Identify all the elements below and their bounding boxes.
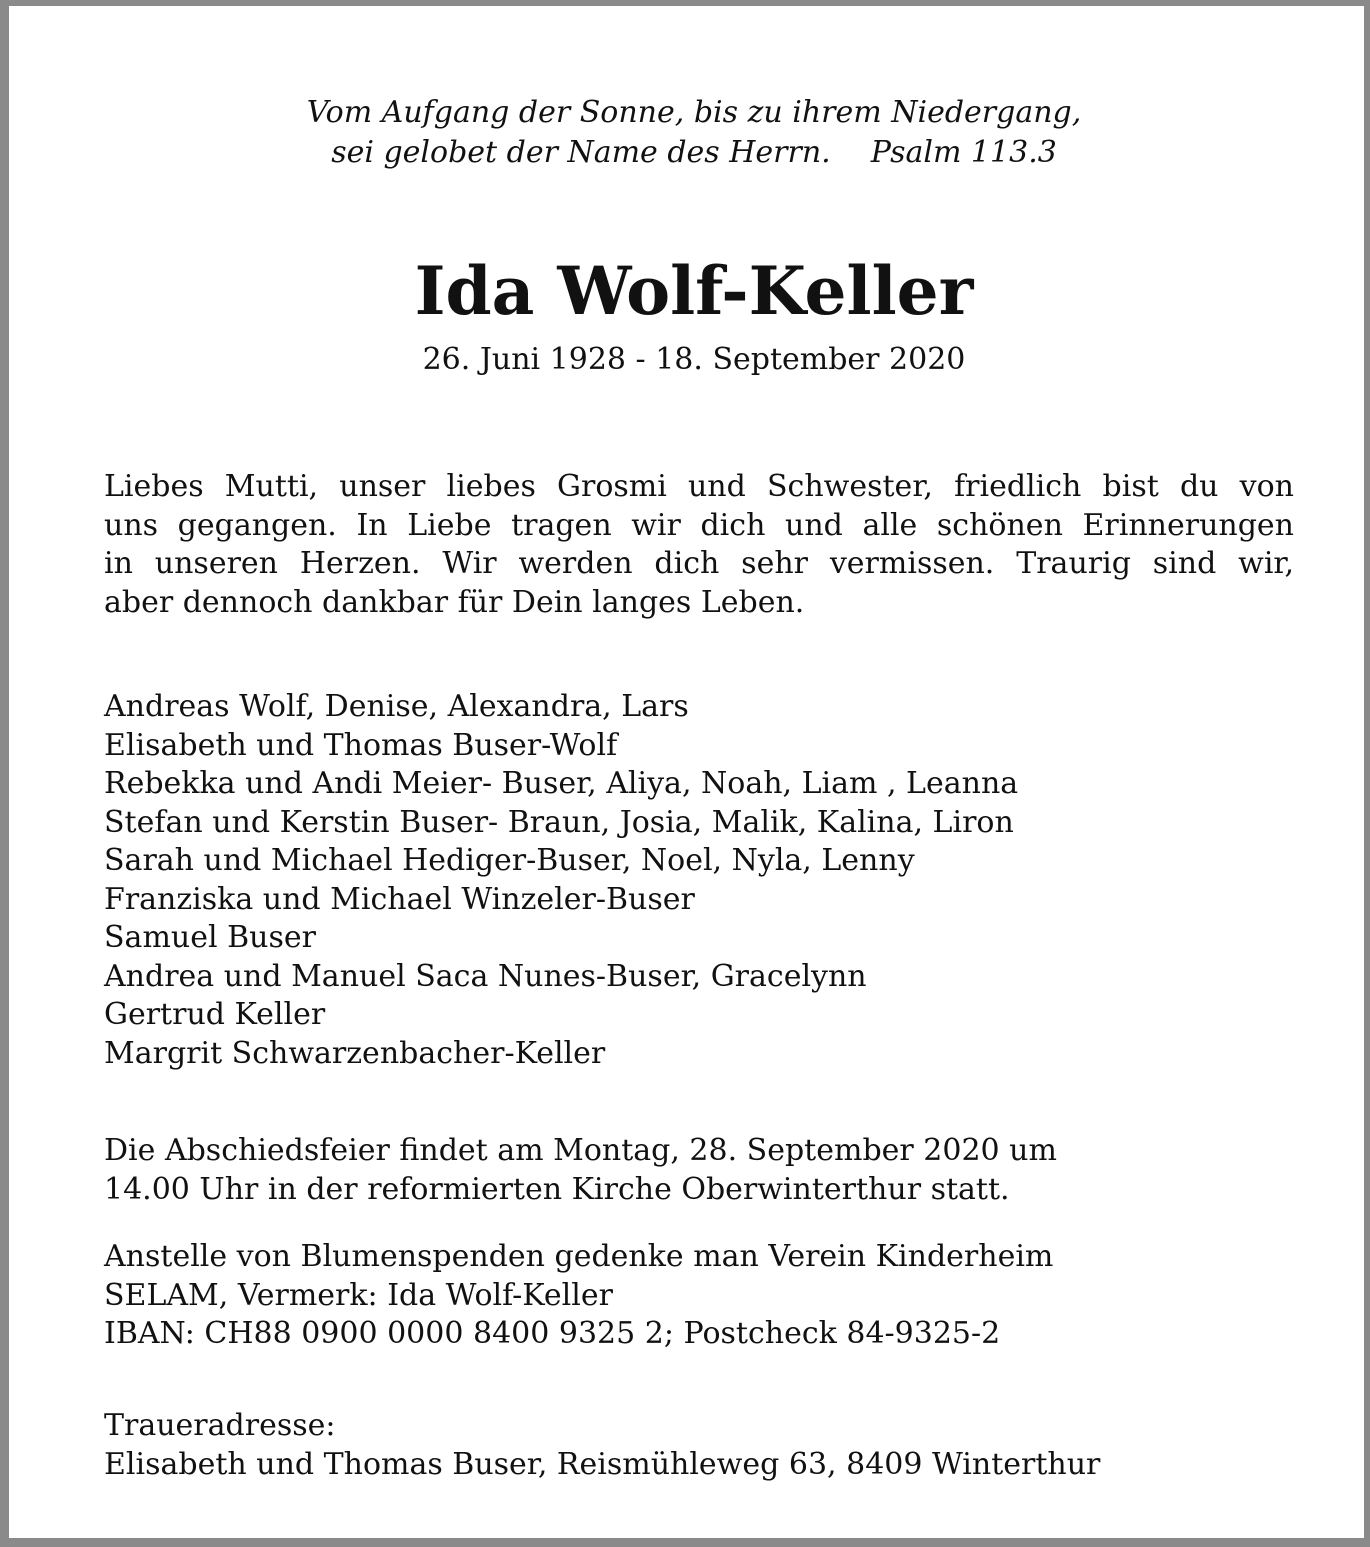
mourner-line: Rebekka und Andi Meier- Buser, Aliya, Noah, Liam , Leanna — [104, 766, 1019, 801]
donation-line: SELAM, Vermerk: Ida Wolf-Keller — [104, 1277, 613, 1313]
intro-line: Liebes Mutti, unser liebes Grosmi und Schwester, friedlich bist du von — [104, 469, 1294, 504]
address-value: Elisabeth und Thomas Buser, Reismühleweg 63, 8409 Winterthur — [104, 1446, 1101, 1482]
verse-line-1: Vom Aufgang der Sonne, bis zu ihrem Niedergang, — [306, 95, 1082, 130]
deceased-name: Ida Wolf-Keller — [414, 252, 974, 330]
mourner-line: Andreas Wolf, Denise, Alexandra, Lars — [104, 689, 689, 724]
service-info — [104, 1132, 1294, 1209]
donation-line: Anstelle von Blumenspenden gedenke man Verein Kinderheim — [104, 1239, 1054, 1274]
mourner-line: Margrit Schwarzenbacher-Keller — [104, 1035, 606, 1071]
intro-line: aber dennoch dankbar für Dein langes Leben. — [104, 584, 805, 620]
service-line: 14.00 Uhr in der reformierten Kirche Oberwinterthur statt. — [104, 1171, 1010, 1207]
mourner-line: Samuel Buser — [104, 920, 316, 955]
bible-verse — [9, 93, 1370, 173]
verse-reference: Psalm 113.3 — [870, 135, 1057, 170]
mourner-line: Sarah und Michael Hediger-Buser, Noel, Nyla, Lenny — [104, 843, 915, 878]
mourners-list — [104, 688, 1294, 1073]
mourner-line: Stefan und Kerstin Buser- Braun, Josia, Malik, Kalina, Liron — [104, 804, 1014, 840]
life-dates: 26. Juni 1928 - 18. September 2020 — [422, 342, 966, 377]
donation-info — [104, 1238, 1294, 1354]
mourning-address — [104, 1407, 1294, 1484]
intro-line: in unseren Herzen. Wir werden dich sehr vermissen. Traurig sind wir, — [104, 546, 1294, 581]
verse-line-2 — [9, 133, 1370, 173]
address-label: Traueradresse: — [104, 1408, 336, 1443]
intro-paragraph — [104, 468, 1294, 622]
mourner-line: Elisabeth und Thomas Buser-Wolf — [104, 727, 618, 763]
mourner-line: Andrea und Manuel Saca Nunes-Buser, Gracelynn — [104, 958, 867, 994]
service-line: Die Abschiedsfeier findet am Montag, 28. September 2020 um — [104, 1133, 1057, 1168]
intro-line: uns gegangen. In Liebe tragen wir dich und alle schönen Erinnerungen — [104, 507, 1294, 543]
donation-line: IBAN: CH88 0900 0000 8400 9325 2; Postcheck 84-9325-2 — [104, 1316, 1001, 1351]
mourner-line: Gertrud Keller — [104, 997, 326, 1032]
mourner-line: Franziska und Michael Winzeler-Buser — [104, 881, 695, 917]
verse-line-2-text: sei gelobet der Name des Herrn. — [331, 135, 831, 170]
